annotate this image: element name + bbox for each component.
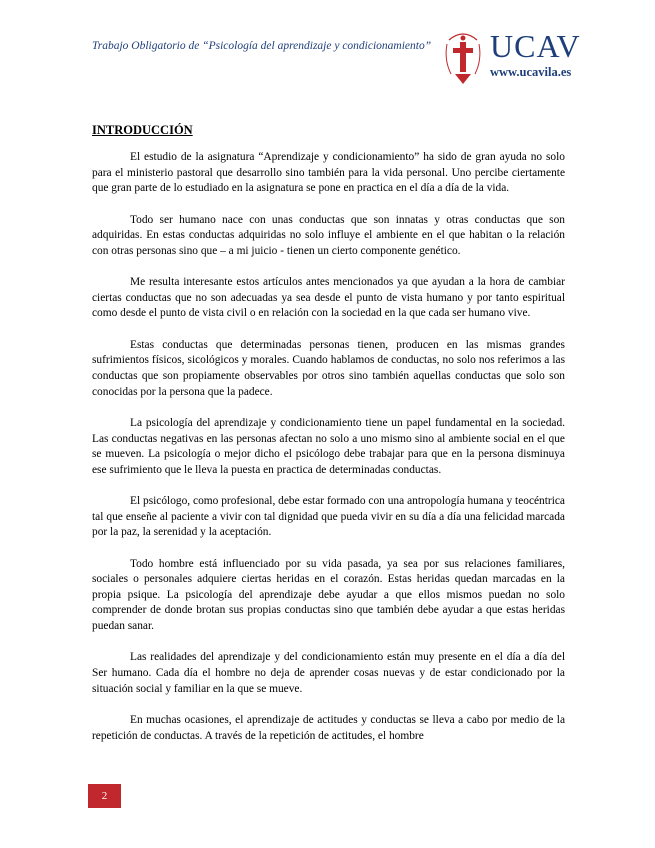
logo-url: www.ucavila.es xyxy=(490,65,572,79)
paragraph: Estas conductas que determinadas personas tienen, producen en las mismas grandes sufrimientos físicos, sicológicos y morales. Cuando hablamos de conductas, no solo nos referimos a las conductas que son propiamente observables por otros sino también aquellas conductas que solo son conocidas por la persona que la padece. xyxy=(92,338,565,398)
document-body xyxy=(92,150,565,760)
paragraph: Todo ser humano nace con unas conductas que son innatas y otras conductas que son adquiridas. En estas conductas adquiridas no solo influye el ambiente en el que habitan o la relación con otras personas sino que – a mi juicio - tienen un cierto componente genético. xyxy=(92,213,565,257)
paragraph: La psicología del aprendizaje y condicionamiento tiene un papel fundamental en la sociedad. Las conductas negativas en las personas afectan no solo a uno mismo sino al ambiente social en el que se mueven. La psicología o mejor dicho el psicólogo debe trabajar para que en la persona disminuya ese sufrimiento que le lleva la puesta en practica de determinadas conductas. xyxy=(92,416,565,476)
section-heading: INTRODUCCIÓN xyxy=(92,123,193,137)
ucav-logo: UCAV xyxy=(490,28,581,64)
paragraph: El psicólogo, como profesional, debe estar formado con una antropología humana y teocéntrica tal que enseñe al paciente a vivir con tal dignidad que pueda vivir en su día a día una felicidad marcada por la paz, la serenidad y la aceptación. xyxy=(92,495,565,539)
paragraph: Todo hombre está influenciado por su vida pasada, ya sea por sus relaciones familiares, sociales o personales adquiere ciertas heridas en el corazón. Estas heridas quedan marcadas en la propia psique. La psicología del aprendizaje debe ayudar a que ellos mismos puedan no solo comprender de donde brotan sus propias conductas sino que también debe ayudar a que estas heridas puedan sanar. xyxy=(92,557,565,633)
university-seal-icon xyxy=(441,30,485,86)
paragraph: El estudio de la asignatura “Aprendizaje y condicionamiento” ha sido de gran ayuda no solo para el ministerio pastoral que desarrollo sino también para la vida personal. Uno percibe ciertamente que gran parte de lo estudiado en la asignatura se pone en practica en el día a día de la vida. xyxy=(92,151,565,195)
paragraph: Me resulta interesante estos artículos antes mencionados ya que ayudan a la hora de cambiar ciertas conductas que no son adecuadas ya sea desde el punto de vista humano y por tanto espiritual como desde el punto de vista civil o en relación con la sociedad en la que cada ser humano vive. xyxy=(92,276,565,320)
paragraph: En muchas ocasiones, el aprendizaje de actitudes y conductas se lleva a cabo por medio de la repetición de conductas. A través de la repetición de actitudes, el hombre xyxy=(92,714,565,742)
header-title: Trabajo Obligatorio de “Psicología del aprendizaje y condicionamiento” xyxy=(92,40,432,52)
paragraph: Las realidades del aprendizaje y del condicionamiento están muy presente en el día a día del Ser humano. Cada día el hombre no deja de aprender cosas nuevas y de estar condicionado por la situación social y familiar en la que se mueve. xyxy=(92,651,565,695)
page-number-badge: 2 xyxy=(88,784,121,808)
